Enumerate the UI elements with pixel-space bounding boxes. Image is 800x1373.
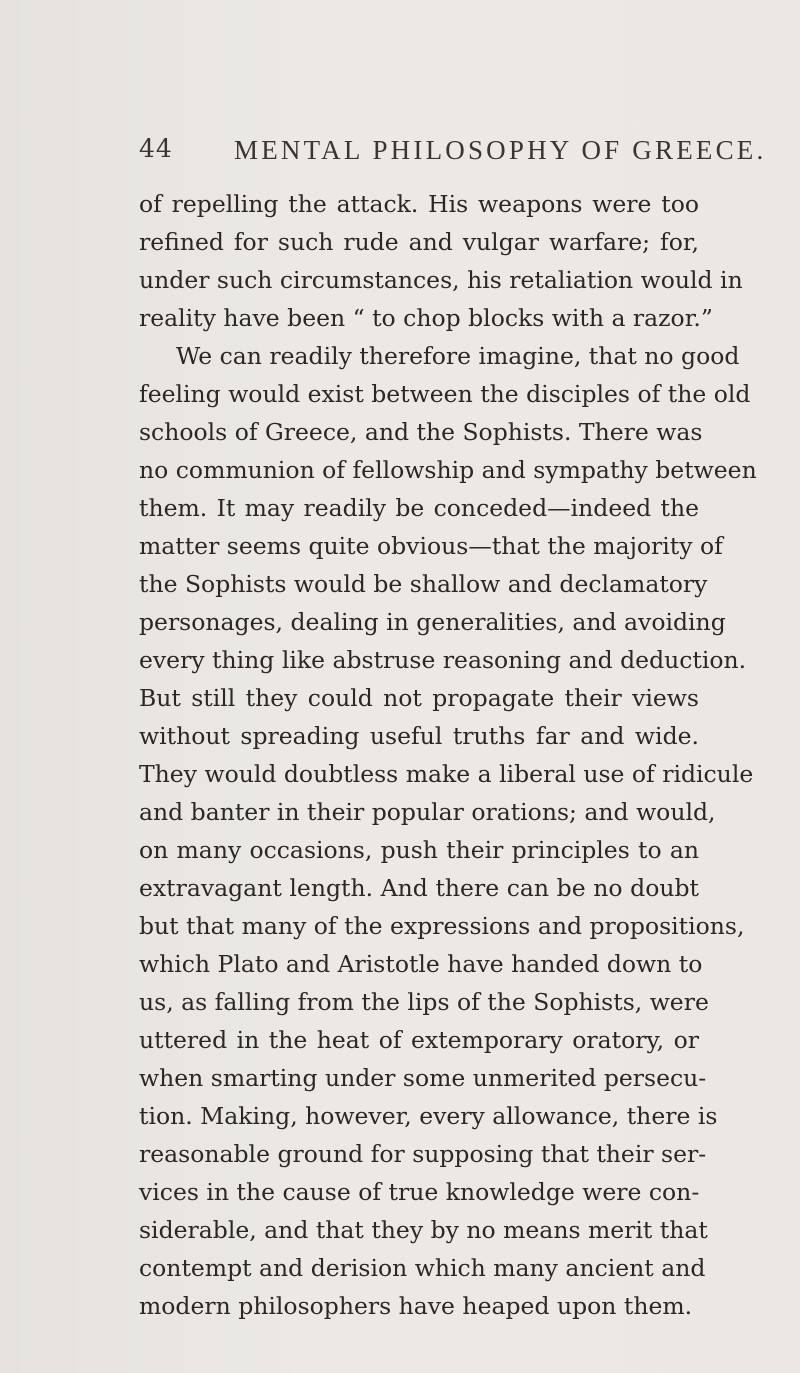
text-line: them. It may readily be conceded—indeed the (139, 494, 699, 522)
text-line: which Plato and Aristotle have handed down to (139, 950, 703, 978)
text-line: vices in the cause of true knowledge were con- (139, 1178, 700, 1206)
text-line: modern philosophers have heaped upon them. (139, 1292, 693, 1320)
text-line: reasonable ground for supposing that their ser- (139, 1140, 707, 1168)
text-line: We can readily therefore imagine, that no good (176, 342, 740, 370)
page-number: 44 (139, 134, 173, 163)
text-line: feeling would exist between the disciples of the old (139, 380, 751, 408)
text-line: without spreading useful truths far and wide. (139, 722, 699, 750)
text-line: contempt and derision which many ancient and (139, 1254, 706, 1282)
text-line: but that many of the expressions and propositions, (139, 912, 745, 940)
text-line: schools of Greece, and the Sophists. There was (139, 418, 703, 446)
text-line: extravagant length. And there can be no doubt (139, 874, 699, 902)
text-line: tion. Making, however, every allowance, there is (139, 1102, 718, 1130)
text-line: no communion of fellowship and sympathy between (139, 456, 757, 484)
text-line: on many occasions, push their principles to an (139, 836, 699, 864)
text-line: siderable, and that they by no means merit that (139, 1216, 708, 1244)
running-title: MENTAL PHILOSOPHY OF GREECE. (234, 135, 767, 165)
text-line: They would doubtless make a liberal use of ridicule (139, 760, 754, 788)
text-line: the Sophists would be shallow and declamatory (139, 570, 708, 598)
text-line: refined for such rude and vulgar warfare; for, (139, 228, 699, 256)
text-line: personages, dealing in generalities, and avoiding (139, 608, 726, 636)
text-line: of repelling the attack. His weapons were too (139, 190, 699, 218)
text-line: under such circumstances, his retaliation would in (139, 266, 743, 294)
text-line: every thing like abstruse reasoning and deduction. (139, 646, 747, 674)
text-line: us, as falling from the lips of the Sophists, were (139, 988, 709, 1016)
text-line: uttered in the heat of extemporary oratory, or (139, 1026, 699, 1054)
text-line: when smarting under some unmerited persecu- (139, 1064, 707, 1092)
text-line: reality have been “ to chop blocks with a razor.” (139, 304, 713, 332)
text-line: matter seems quite obvious—that the majority of (139, 532, 723, 560)
text-line: But still they could not propagate their views (139, 684, 699, 712)
text-line: and banter in their popular orations; and would, (139, 798, 716, 826)
